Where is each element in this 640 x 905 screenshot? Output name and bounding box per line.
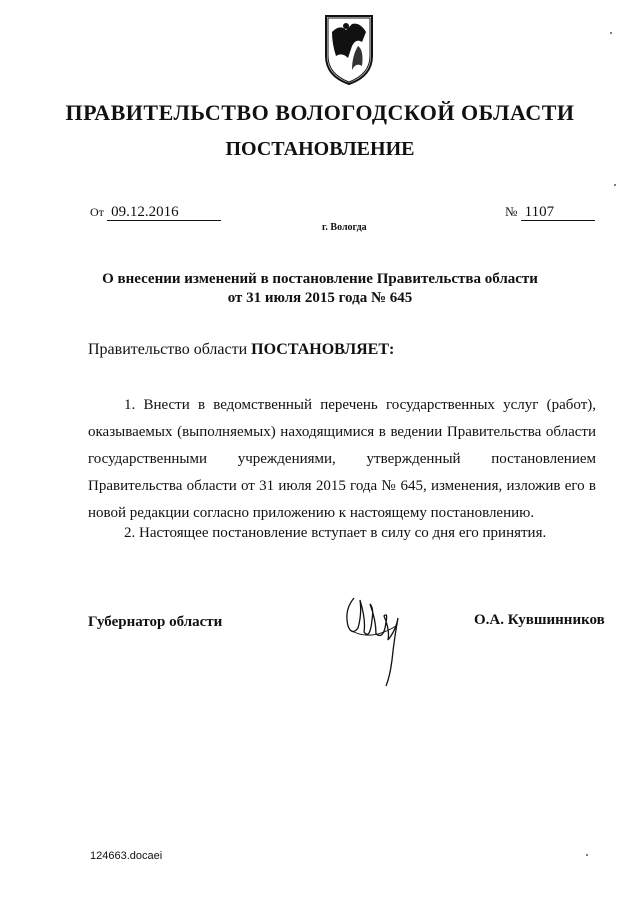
handwritten-signature xyxy=(340,590,410,690)
number-label: № xyxy=(505,204,518,219)
number-value: 1107 xyxy=(521,204,595,221)
coat-of-arms-icon xyxy=(322,12,376,88)
document-date xyxy=(90,204,221,221)
paragraph-2: 2. Настоящее постановление вступает в силу со дня его принятия. xyxy=(124,525,547,541)
subject-line-1: О внесении изменений в постановление Правительства области xyxy=(102,271,538,287)
date-label: От xyxy=(90,205,104,219)
document-number xyxy=(505,204,595,221)
city-label: г. Вологда xyxy=(322,222,367,233)
footer-filename: 124663.docaei xyxy=(90,850,163,862)
paragraph-1: 1. Внести в ведомственный перечень государственных услуг (работ), оказываемых (выполняемых) находящимися в ведении Правительства области государственными учреждениями, утвержденный постановлением Правительства области от 31 июля 2015 года № 645, изменения, изложив его в новой редакции согласно приложению к настоящему постановлению. xyxy=(88,397,596,521)
date-value: 09.12.2016 xyxy=(107,204,221,221)
scan-speck xyxy=(586,854,588,856)
signatory-name: О.А. Кувшинников xyxy=(474,612,605,628)
document-type: ПОСТАНОВЛЕНИЕ xyxy=(225,138,415,160)
scan-speck xyxy=(614,184,616,186)
organization-title: ПРАВИТЕЛЬСТВО ВОЛОГОДСКОЙ ОБЛАСТИ xyxy=(65,100,575,125)
preamble xyxy=(88,341,394,359)
scan-speck xyxy=(610,32,612,34)
signatory-position: Губернатор области xyxy=(88,614,223,630)
subject-line-2: от 31 июля 2015 года № 645 xyxy=(227,290,413,306)
preamble-bold: ПОСТАНОВЛЯЕТ: xyxy=(251,341,395,358)
preamble-prefix: Правительство области xyxy=(88,341,252,358)
document-subject xyxy=(0,270,640,308)
